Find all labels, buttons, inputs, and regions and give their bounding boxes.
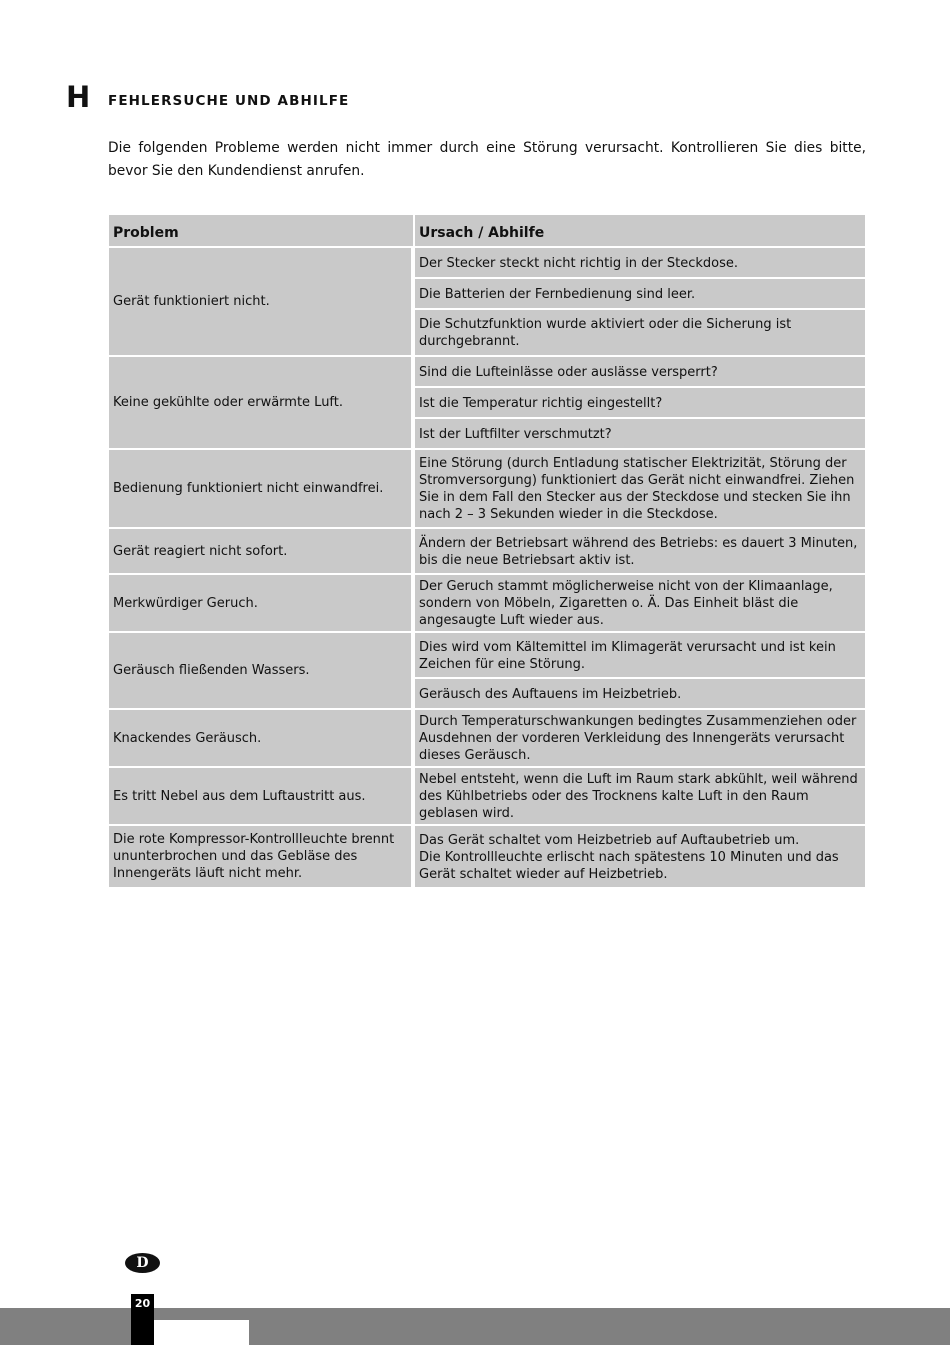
problem-cell: Geräusch fließenden Wassers. (108, 632, 414, 709)
problem-cell: Knackendes Geräusch. (108, 709, 414, 767)
cause-cell: Der Geruch stammt möglicherweise nicht von der Klimaanlage, sondern von Möbeln, Zigaretten o. Ä. Das Einheit bläst die angesaugte Luft wieder aus. (414, 574, 866, 632)
causes-group (414, 247, 866, 356)
problem-cell: Es tritt Nebel aus dem Luftaustritt aus. (108, 767, 414, 825)
causes-group (414, 574, 866, 632)
section-letter: H (66, 80, 91, 114)
cause-cell: Die Batterien der Fernbedienung sind leer. (414, 278, 866, 309)
table-body (108, 247, 866, 888)
table-row (108, 574, 866, 632)
table-row (108, 449, 866, 528)
table-row (108, 356, 866, 449)
causes-group (414, 356, 866, 449)
troubleshooting-table (108, 214, 866, 888)
problem-cell: Keine gekühlte oder erwärmte Luft. (108, 356, 414, 449)
section-title: FEHLERSUCHE UND ABHILFE (108, 93, 350, 109)
cause-cell: Ändern der Betriebsart während des Betriebs: es dauert 3 Minuten, bis die neue Betriebsart aktiv ist. (414, 528, 866, 574)
table-row (108, 528, 866, 574)
cause-cell: Nebel entsteht, wenn die Luft im Raum stark abkühlt, weil während des Kühlbetriebs oder des Trocknens kalte Luft in den Raum geblasen wird. (414, 767, 866, 825)
cause-cell: Der Stecker steckt nicht richtig in der Steckdose. (414, 247, 866, 278)
problem-cell: Bedienung funktioniert nicht einwandfrei. (108, 449, 414, 528)
table-row (108, 709, 866, 767)
causes-group (414, 449, 866, 528)
cause-cell: Das Gerät schaltet vom Heizbetrieb auf Auftaubetrieb um. Die Kontrollleuchte erlischt nach spätestens 10 Minuten und das Gerät schaltet wieder auf Heizbetrieb. (414, 825, 866, 888)
causes-group (414, 825, 866, 888)
table-header (108, 214, 866, 247)
table-row (108, 247, 866, 356)
causes-group (414, 528, 866, 574)
problem-cell: Gerät funktioniert nicht. (108, 247, 414, 356)
footer-white-block (154, 1320, 249, 1345)
cause-cell: Eine Störung (durch Entladung statischer Elektrizität, Störung der Stromversorgung) funktioniert das Gerät nicht einwandfrei. Ziehen Sie in dem Fall den Stecker aus der Steckdose und stecken Sie ihn nach 2 – 3 Sekunden wieder in die Steckdose. (414, 449, 866, 528)
cause-cell: Sind die Lufteinlässe oder auslässe versperrt? (414, 356, 866, 387)
causes-group (414, 767, 866, 825)
page-number: 20 (131, 1294, 154, 1345)
cause-cell: Geräusch des Auftauens im Heizbetrieb. (414, 678, 866, 709)
table-row (108, 825, 866, 888)
problem-cell: Gerät reagiert nicht sofort. (108, 528, 414, 574)
cause-cell: Die Schutzfunktion wurde aktiviert oder die Sicherung ist durchgebrannt. (414, 309, 866, 356)
cause-cell: Ist die Temperatur richtig eingestellt? (414, 387, 866, 418)
problem-cell: Merkwürdiger Geruch. (108, 574, 414, 632)
intro-paragraph: Die folgenden Probleme werden nicht immer durch eine Störung verursacht. Kontrollieren Sie dies bitte, bevor Sie den Kundendienst anrufen. (108, 140, 866, 179)
problem-cell: Die rote Kompressor-Kontrollleuchte brennt ununterbrochen und das Gebläse des Innengeräts läuft nicht mehr. (108, 825, 414, 888)
cause-cell: Dies wird vom Kältemittel im Klimagerät verursacht und ist kein Zeichen für eine Störung. (414, 632, 866, 678)
cause-cell: Ist der Luftfilter verschmutzt? (414, 418, 866, 449)
table-row (108, 767, 866, 825)
causes-group (414, 632, 866, 709)
causes-group (414, 709, 866, 767)
cause-cell: Durch Temperaturschwankungen bedingtes Zusammenziehen oder Ausdehnen der vorderen Verkleidung des Innengeräts verursacht dieses Geräusch. (414, 709, 866, 767)
language-badge: D (125, 1253, 160, 1273)
table-row (108, 632, 866, 709)
header-cause: Ursach / Abhilfe (414, 214, 866, 247)
header-problem: Problem (108, 214, 414, 247)
